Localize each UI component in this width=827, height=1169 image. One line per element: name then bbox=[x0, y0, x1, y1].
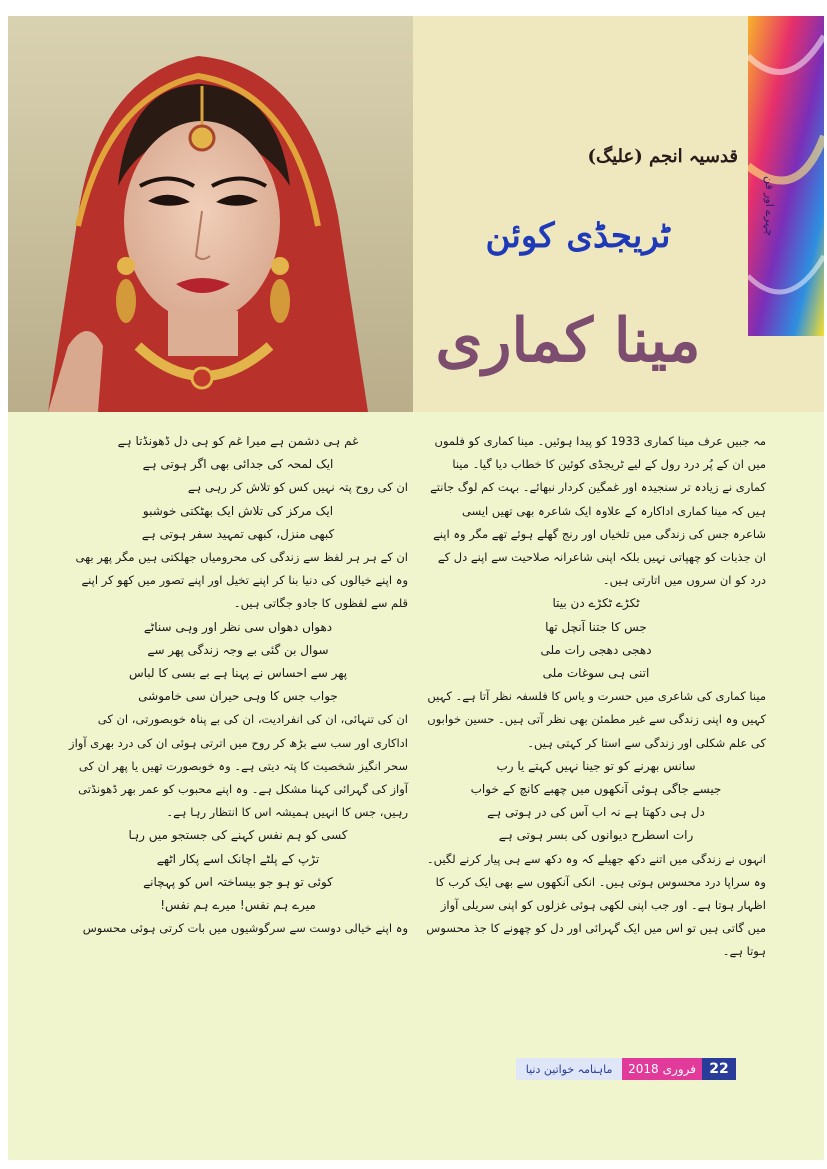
paragraph: وہ اپنے خیالی دوست سے سرگوشیوں میں بات کرتی ہوئی محسوس bbox=[82, 921, 408, 936]
paragraph: انہوں نے زندگی میں اتنے دکھ جھیلے کہ وہ دکھ سے ہی پیار کرنے لگیں۔ وہ سراپا درد محسوس ہوتی ہیں۔ انکی آنکھوں سے بھی ایک کرب کا اظہار ہوتا ہے۔ اور جب اپنی لکھی ہوئی غزلوں کو اپنی سریلی آواز میں گاتی ہیں تو اس میں ایک گہرائی اور دل کو چھونے کا جذ محسوس ہوتا ہے۔ bbox=[426, 851, 766, 959]
verse-line: جس کا جتنا آنچل تھا bbox=[545, 619, 647, 634]
verse-line: سانس بھرنے کو تو جینا نہیں کہتے یا رب bbox=[496, 758, 696, 773]
paragraph: مینا کماری کی شاعری میں حسرت و یاس کا فلسفہ نظر آتا ہے۔ کہیں کہیں وہ اپنی زندگی سے غیر مطمئن بھی نظر آتی ہیں۔ حسین خوابوں کی علم شکلی اور زندگی سے استا کر کہتی ہیں۔ bbox=[427, 689, 766, 750]
verse-line: جواب جس کا وہی حیران سی خاموشی bbox=[138, 689, 338, 704]
verse-line: کوئی تو ہو جو بیساختہ اس کو پہچانے bbox=[143, 874, 333, 889]
paragraph: مہ جبیں عرف مینا کماری 1933 کو پیدا ہوئیں۔ مینا کماری کو فلموں میں ان کے پُر درد رول کے لیے ٹریجڈی کوئین کا خطاب دیا گیا۔ مینا کماری نے زیادہ تر سنجیدہ اور غمگین کردار نبھائے۔ بہت کم لوگ جانتے ہیں کہ مینا کماری اداکارہ کے علاوہ ایک شاعرہ بھی تھیں ایسی شاعرہ جس کی زندگی میں تلخیاں اور رنج گھلے ہوئے تھے مگر وہ اپنے ان جذبات کو چھپاتی نہیں بلکہ اپنی شاعرانہ صلاحیت سے اپنے دل کے درد کو ان سروں میں اتارتی ہیں۔ bbox=[430, 434, 766, 588]
verse-line: غم ہی دشمن ہے میرا غم کو ہی دل ڈھونڈتا ہے bbox=[117, 434, 359, 448]
ribbon-label: چہرے اور فن bbox=[763, 175, 776, 237]
verse-line: میرے ہم نفس! میرے ہم نفس! bbox=[160, 898, 316, 913]
verse-line: دھجی دھجی رات ملی bbox=[540, 642, 652, 657]
left-column bbox=[68, 430, 408, 940]
page-number: 22 bbox=[702, 1058, 736, 1080]
page-footer bbox=[516, 1058, 736, 1080]
article-body bbox=[8, 412, 824, 1160]
verse-line: دل ہی دکھتا ہے نہ اب آس کی در ہوتی ہے bbox=[487, 805, 705, 820]
verse-line: کبھی منزل، کبھی تمہید سفر ہوتی ہے bbox=[141, 526, 335, 541]
issue-year: 2018 bbox=[628, 1062, 659, 1076]
verse-line: ایک لمحہ کی جدائی بھی اگر ہوتی ہے bbox=[142, 457, 334, 472]
verse-line: دھواں دھواں سی نظر اور وہی سناٹے bbox=[143, 619, 333, 634]
paragraph: ان کی روح پتہ نہیں کس کو تلاش کر رہی ہے bbox=[187, 480, 408, 495]
magazine-name: ماہنامہ خواتین دنیا bbox=[516, 1058, 622, 1080]
article-title: مینا کماری bbox=[435, 306, 701, 376]
paragraph: ان کی تنہائی، ان کی انفرادیت، ان کی بے پناہ خوبصورتی، ان کی اداکاری اور سب سے بڑھ کر روح میں اترتی ہوئی ان کی درد بھری آواز سحر انگیز شخصیت کا پتہ دیتی ہے۔ وہ خوبصورت تھیں یا پھر ان کی آواز کی گہرائی کہنا مشکل ہے۔ وہ اپنے محبوب کو عمر بھر ڈھونڈتی رہیں، جس کا انہیں ہمیشہ اس کا انتظار رہا ہے۔ bbox=[69, 712, 408, 820]
verse-line: تڑپ کے پلٹے اچانک اسے پکار اٹھے bbox=[156, 851, 320, 866]
verse-line: جیسے جاگی ہوئی آنکھوں میں چھبے کانچ کے خواب bbox=[470, 782, 722, 797]
verse-line: ٹکڑے ٹکڑے دن بیتا bbox=[552, 596, 640, 611]
verse-line: اتنی ہی سوغات ملی bbox=[542, 666, 650, 681]
article-subtitle: ٹریجڈی کوئن bbox=[485, 216, 671, 256]
verse-line: سوال بن گئی بے وجہ زندگی پھر سے bbox=[147, 642, 329, 657]
portrait-image bbox=[8, 16, 413, 412]
paragraph: ان کے ہر ہر لفظ سے زندگی کی محرومیاں جھلکتی ہیں مگر پھر بھی وہ اپنے خیالوں کی دنیا بنا کر اپنے تخیل اور اپنے تصور میں کھو کر اپنے قلم سے لفظوں کا جادو جگاتی ہیں۔ bbox=[75, 550, 408, 611]
issue-date bbox=[622, 1058, 702, 1080]
verse-line: کسی کو ہم نفس کہنے کی جستجو میں رہا bbox=[128, 828, 348, 843]
right-column bbox=[426, 430, 766, 964]
verse-line: ایک مرکز کی تلاش ایک بھٹکتی خوشبو bbox=[142, 503, 334, 518]
article-header bbox=[8, 16, 824, 412]
verse-line: پھر سے احساس نے پہنا ہے بے بسی کا لباس bbox=[128, 666, 348, 681]
issue-month: فروری bbox=[662, 1062, 696, 1076]
author-byline: قدسیہ انجم (علیگ) bbox=[587, 146, 738, 167]
verse-line: رات اسطرح دیوانوں کی بسر ہوتی ہے bbox=[498, 828, 694, 843]
